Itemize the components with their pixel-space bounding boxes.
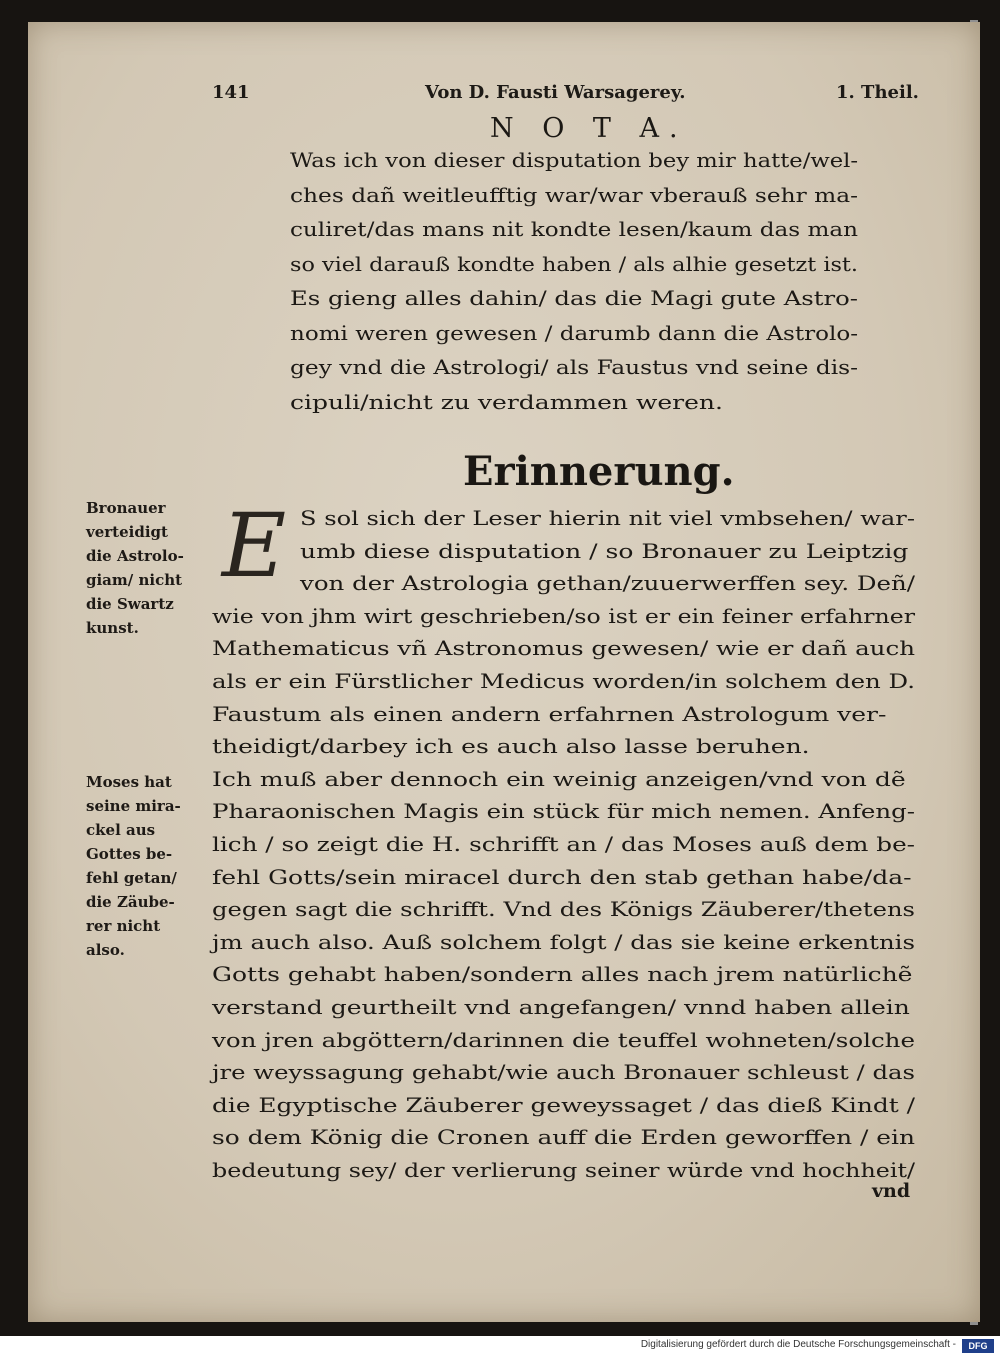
nota-line: Es gieng alles dahin/ das die Magi gute Astro- xyxy=(290,286,858,310)
margin-note-line: rer nicht xyxy=(86,917,161,935)
erinnerung-line: lich / so zeigt die H. schrifft an / das Moses auß dem be- xyxy=(212,832,915,856)
margin-note-line: fehl getan/ xyxy=(86,869,177,887)
erinnerung-heading: Erinnerung. xyxy=(463,448,735,495)
nota-heading: N O T A. xyxy=(490,113,688,144)
page-number: 141 xyxy=(212,82,250,103)
margin-note-bronauer xyxy=(86,496,184,640)
margin-note-line: seine mira- xyxy=(86,797,181,815)
erinnerung-line: umb diese disputation / so Bronauer zu Leiptzig xyxy=(300,538,909,563)
margin-note-line: Bronauer xyxy=(86,499,166,517)
margin-note-line: die Astrolo- xyxy=(86,547,184,565)
nota-line: nomi weren gewesen / darumb dann die Astrolo- xyxy=(290,320,858,345)
erinnerung-line: Pharaonischen Magis ein stück für mich nemen. Anfeng- xyxy=(212,799,915,824)
margin-note-line: die Zäube- xyxy=(86,893,175,911)
running-title: Von D. Fausti Warsagerey. xyxy=(425,82,686,103)
margin-note-moses xyxy=(86,770,181,962)
margin-note-line: kunst. xyxy=(86,619,139,637)
margin-note-line: ckel aus xyxy=(86,821,156,839)
erinnerung-line: fehl Gotts/sein miracel durch den stab gethan habe/da- xyxy=(212,864,912,889)
erinnerung-line: von der Astrologia gethan/zuuerwerffen sey. Deñ/ xyxy=(300,571,915,596)
dfg-logo: DFG xyxy=(962,1339,994,1353)
margin-note-line: die Swartz xyxy=(86,595,174,613)
nota-line: so viel darauß kondte haben / als alhie gesetzt ist. xyxy=(290,251,858,276)
margin-note-line: also. xyxy=(86,941,125,959)
erinnerung-line: theidigt/darbey ich es auch also lasse beruhen. xyxy=(212,734,810,759)
margin-note-line: verteidigt xyxy=(86,523,168,541)
nota-line: gey vnd die Astrologi/ als Faustus vnd seine dis- xyxy=(290,355,858,379)
erinnerung-line: Mathematicus vñ Astronomus gewesen/ wie er dañ auch xyxy=(212,636,916,661)
erinnerung-line: jm auch also. Auß solchem folgt / das sie keine erkentnis xyxy=(212,929,915,954)
erinnerung-line: Gotts gehabt haben/sondern alles nach jrem natürlichẽ xyxy=(212,962,913,987)
erinnerung-line: die Egyptische Zäuberer geweyssaget / das dieß Kindt / xyxy=(212,1092,915,1117)
erinnerung-line: Ich muß aber dennoch ein weinig anzeigen/vnd von dẽ xyxy=(212,766,906,791)
erinnerung-line: Faustum als einen andern erfahrnen Astrologum ver- xyxy=(212,701,887,726)
erinnerung-line: jre weyssagung gehabt/wie auch Bronauer schleust / das xyxy=(212,1060,915,1085)
erinnerung-line: als er ein Fürstlicher Medicus worden/in solchem den D. xyxy=(212,669,915,693)
nota-line: Was ich von dieser disputation bey mir hatte/wel- xyxy=(290,148,858,172)
erinnerung-line: wie von jhm wirt geschrieben/so ist er ein feiner erfahrner xyxy=(212,603,915,628)
part-label: 1. Theil. xyxy=(836,82,919,103)
catchword: vnd xyxy=(872,1180,911,1202)
erinnerung-line: gegen sagt die schrifft. Vnd des Königs Zäuberer/thetens xyxy=(212,897,915,922)
erinnerung-line: so dem König die Cronen auff die Erden geworffen / ein xyxy=(212,1125,915,1150)
erinnerung-line: S sol sich der Leser hierin nit viel vmbsehen/ war- xyxy=(300,506,915,530)
margin-note-line: giam/ nicht xyxy=(86,571,183,589)
erinnerung-line: von jren abgöttern/darinnen die teuffel wohneten/solche xyxy=(212,1027,915,1052)
erinnerung-line: verstand geurtheilt vnd angefangen/ vnnd haben allein xyxy=(212,995,910,1019)
margin-note-line: Moses hat xyxy=(86,773,172,791)
margin-note-line: Gottes be- xyxy=(86,845,173,863)
nota-line: cipuli/nicht zu verdammen weren. xyxy=(290,389,723,414)
nota-line: culiret/das mans nit kondte lesen/kaum das man xyxy=(290,217,858,241)
erinnerung-line: bedeutung sey/ der verlierung seiner würde vnd hochheit/ xyxy=(212,1158,915,1182)
funding-credit: Digitalisierung gefördert durch die Deutsche Forschungsgemeinschaft - xyxy=(640,1339,956,1350)
footer-bar xyxy=(0,1336,1000,1357)
decorated-initial: E xyxy=(221,494,287,597)
nota-line: ches dañ weitleufftig war/war vberauß sehr ma- xyxy=(290,182,858,207)
